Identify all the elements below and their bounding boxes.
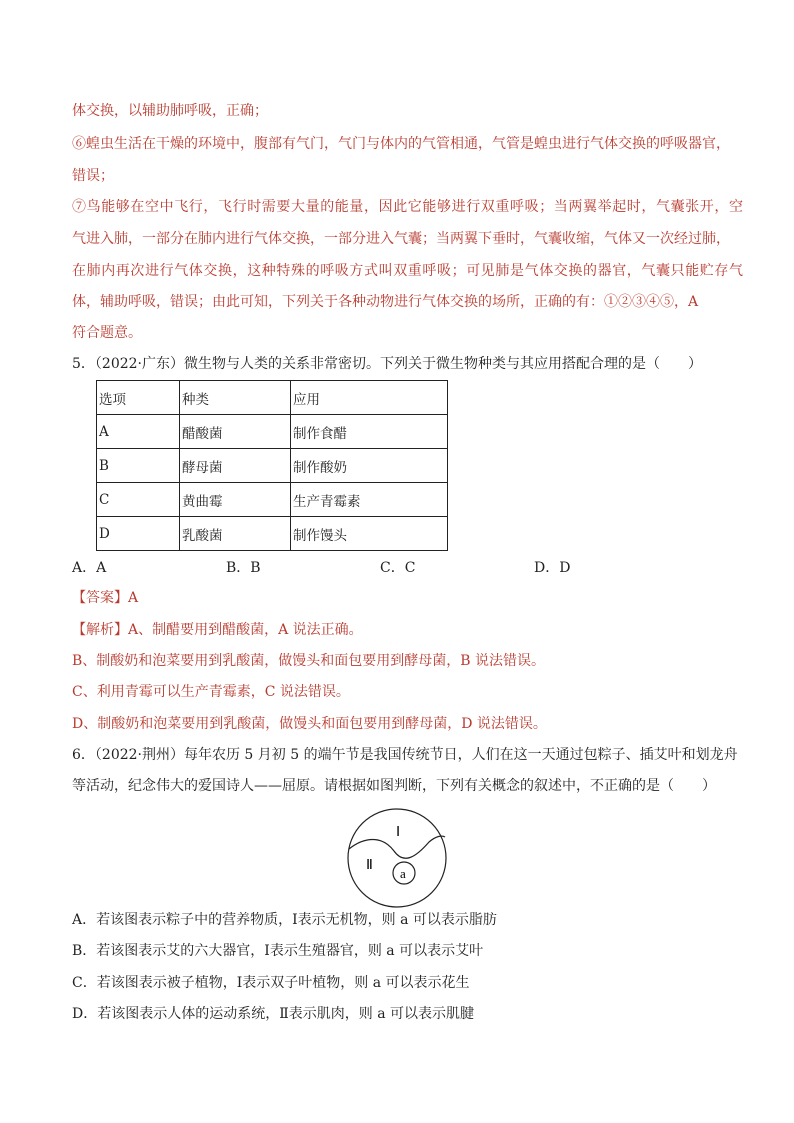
table-cell: 生产青霉素 (291, 483, 448, 517)
table-cell: 醋酸菌 (180, 415, 291, 449)
q6-option-b: B．若该图表示艾的六大器官，Ⅰ表示生殖器官，则 a 可以表示艾叶 (72, 943, 484, 959)
outer-circle (348, 809, 446, 907)
question-6-stem: 等活动，纪念伟大的爱国诗人——屈原。请根据如图判断，下列有关概念的叙述中，不正确的是（ ） (72, 778, 716, 794)
analysis-line: ⑦鸟能够在空中飞行，飞行时需要大量的能量，因此它能够进行双重呼吸；当两翼举起时，气囊张开，空 (72, 199, 744, 215)
explain-text: A、制醋要用到醋酸菌，A 说法正确。 (128, 622, 363, 638)
option-d: D．D (534, 560, 571, 576)
table-header-row (97, 381, 448, 415)
table-header-cell: 种类 (180, 381, 291, 415)
table-cell: D (97, 517, 180, 551)
analysis-line: 在肺内再次进行气体交换，这种特殊的呼吸方式叫双重呼吸；可见肺是气体交换的器官，气囊只能贮存气 (72, 263, 744, 279)
explain-line (72, 620, 363, 640)
analysis-line: 气进入肺，一部分在肺内进行气体交换，一部分进入气囊；当两翼下垂时，气囊收缩，气体又一次经过肺， (72, 231, 730, 247)
table-cell: B (97, 449, 180, 483)
table-cell: 酵母菌 (180, 449, 291, 483)
table-row (97, 517, 448, 551)
option-a: A．A (72, 560, 107, 576)
table-cell: 制作食醋 (291, 415, 448, 449)
explain-tag: 【解析】 (72, 622, 128, 638)
answer-line (72, 588, 138, 608)
question-5-stem: 5．（2022·广东）微生物与人类的关系非常密切。下列关于微生物种类与其应用搭配合理的是（ ） (72, 356, 702, 372)
answer-value: A (128, 590, 139, 606)
table-row (97, 415, 448, 449)
option-c: C．C (380, 560, 416, 576)
analysis-line: 符合题意。 (72, 325, 142, 341)
analysis-line: 错误； (72, 168, 114, 184)
table-cell: C (97, 483, 180, 517)
explain-line: D、制酸奶和泡菜要用到乳酸菌，做馒头和面包要用到酵母菌，D 说法错误。 (72, 716, 547, 732)
table-cell: 制作酸奶 (291, 449, 448, 483)
table-row (97, 449, 448, 483)
microbe-table (96, 380, 448, 551)
table-row (97, 483, 448, 517)
question-6-stem: 6．（2022·荆州）每年农历 5 月初 5 的端午节是我国传统节日，人们在这一天通过包粽子、插艾叶和划龙舟 (72, 747, 738, 763)
explain-line: C、利用青霉可以生产青霉素，C 说法错误。 (72, 684, 350, 700)
table-cell: 制作馒头 (291, 517, 448, 551)
option-b: B．B (226, 560, 261, 576)
table-cell: 乳酸菌 (180, 517, 291, 551)
answer-tag: 【答案】 (72, 590, 128, 606)
label-region-2: Ⅱ (366, 858, 373, 873)
concept-diagram (346, 807, 448, 909)
table-cell: 黄曲霉 (180, 483, 291, 517)
q6-option-c: C．若该图表示被子植物，Ⅰ表示双子叶植物，则 a 可以表示花生 (72, 975, 470, 991)
analysis-line: 体，辅助呼吸，错误；由此可知，下列关于各种动物进行气体交换的场所，正确的有：①②③④⑤，A (72, 294, 699, 310)
table-cell: A (97, 415, 180, 449)
q6-option-a: A．若该图表示粽子中的营养物质，Ⅰ表示无机物，则 a 可以表示脂肪 (72, 912, 497, 928)
explain-line: B、制酸奶和泡菜要用到乳酸菌，做馒头和面包要用到酵母菌，B 说法错误。 (72, 653, 546, 669)
label-region-1: Ⅰ (396, 825, 401, 840)
table-header-cell: 应用 (291, 381, 448, 415)
label-a: a (400, 866, 406, 881)
analysis-line: ⑥蝗虫生活在干燥的环境中，腹部有气门，气门与体内的气管相通，气管是蝗虫进行气体交换的呼吸器官， (72, 136, 730, 152)
table-header-cell: 选项 (97, 381, 180, 415)
q6-option-d: D．若该图表示人体的运动系统，Ⅱ表示肌肉，则 a 可以表示肌腱 (72, 1006, 474, 1022)
analysis-line: 体交换，以辅助肺呼吸，正确； (72, 103, 268, 119)
